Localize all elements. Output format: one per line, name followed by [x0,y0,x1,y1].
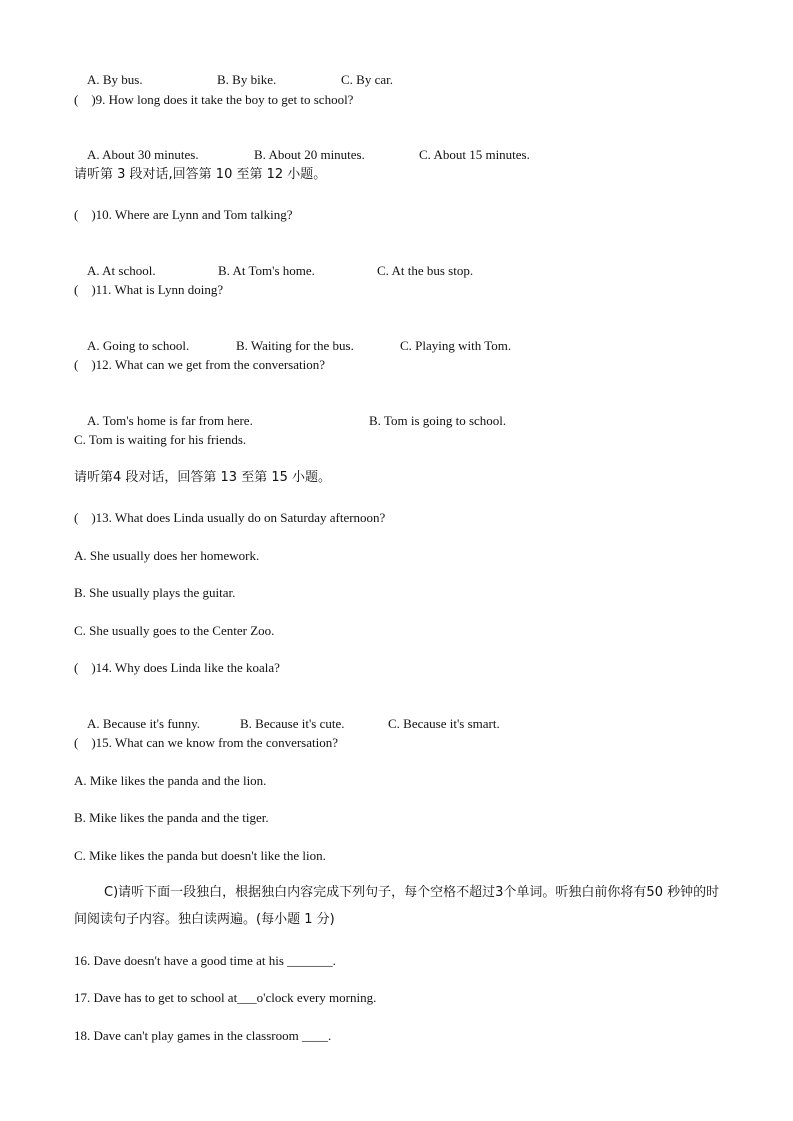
q13-option-b: B. She usually plays the guitar. [74,585,236,600]
q12-option-a: A. Tom's home is far from here. [87,413,253,428]
q14-option-a: A. Because it's funny. [87,716,201,731]
q8-option-b: B. By bike. [217,72,277,87]
q10-option-c: C. At the bus stop. [377,263,474,278]
fill-in-17: 17. Dave has to get to school at___o'clock every morning. [74,990,377,1005]
q8-option-a: A. By bus. [87,72,143,87]
q8-option-c: C. By car. [341,72,393,87]
q11-option-c: C. Playing with Tom. [400,338,512,353]
q12-option-c: C. Tom is waiting for his friends. [74,432,247,447]
q10-option-b: B. At Tom's home. [218,263,315,278]
q11-stem: ( )11. What is Lynn doing? [74,282,224,297]
q12-option-b: B. Tom is going to school. [369,413,507,428]
q15-stem: ( )15. What can we know from the conversation? [74,735,339,750]
q9-stem: ( )9. How long does it take the boy to get to school? [74,92,354,107]
q9-option-a: A. About 30 minutes. [87,147,199,162]
q13-option-a: A. She usually does her homework. [74,548,260,563]
q14-option-c: C. Because it's smart. [388,716,500,731]
q12-stem: ( )12. What can we get from the conversation? [74,357,325,372]
q15-option-b: B. Mike likes the panda and the tiger. [74,810,269,825]
q11-option-a: A. Going to school. [87,338,190,353]
q13-option-c: C. She usually goes to the Center Zoo. [74,623,275,638]
q9-option-b: B. About 20 minutes. [254,147,365,162]
q10-stem: ( )10. Where are Lynn and Tom talking? [74,207,293,222]
q9-option-c: C. About 15 minutes. [419,147,530,162]
q15-option-c: C. Mike likes the panda but doesn't like the lion. [74,848,326,863]
fill-in-18: 18. Dave can't play games in the classroom ____. [74,1028,332,1043]
q11-option-b: B. Waiting for the bus. [236,338,354,353]
fill-in-16: 16. Dave doesn't have a good time at his _______. [74,953,336,968]
section3-instruction: 请听第 3 段对话,回答第 10 至第 12 小题。 [74,167,327,182]
q10-option-a: A. At school. [87,263,156,278]
section4-instruction: 请听第4 段对话，回答第 13 至第 15 小题。 [74,470,332,485]
q14-stem: ( )14. Why does Linda like the koala? [74,660,280,675]
q13-stem: ( )13. What does Linda usually do on Saturday afternoon? [74,510,386,525]
part-c-instruction: C)请听下面一段独白，根据独白内容完成下列句子，每个空格不超过3个单词。听独白前你将有50 秒钟的时间阅读句子内容。独白读两遍。(每小题 1 分) [74,885,720,927]
q14-option-b: B. Because it's cute. [240,716,345,731]
q15-option-a: A. Mike likes the panda and the lion. [74,773,267,788]
